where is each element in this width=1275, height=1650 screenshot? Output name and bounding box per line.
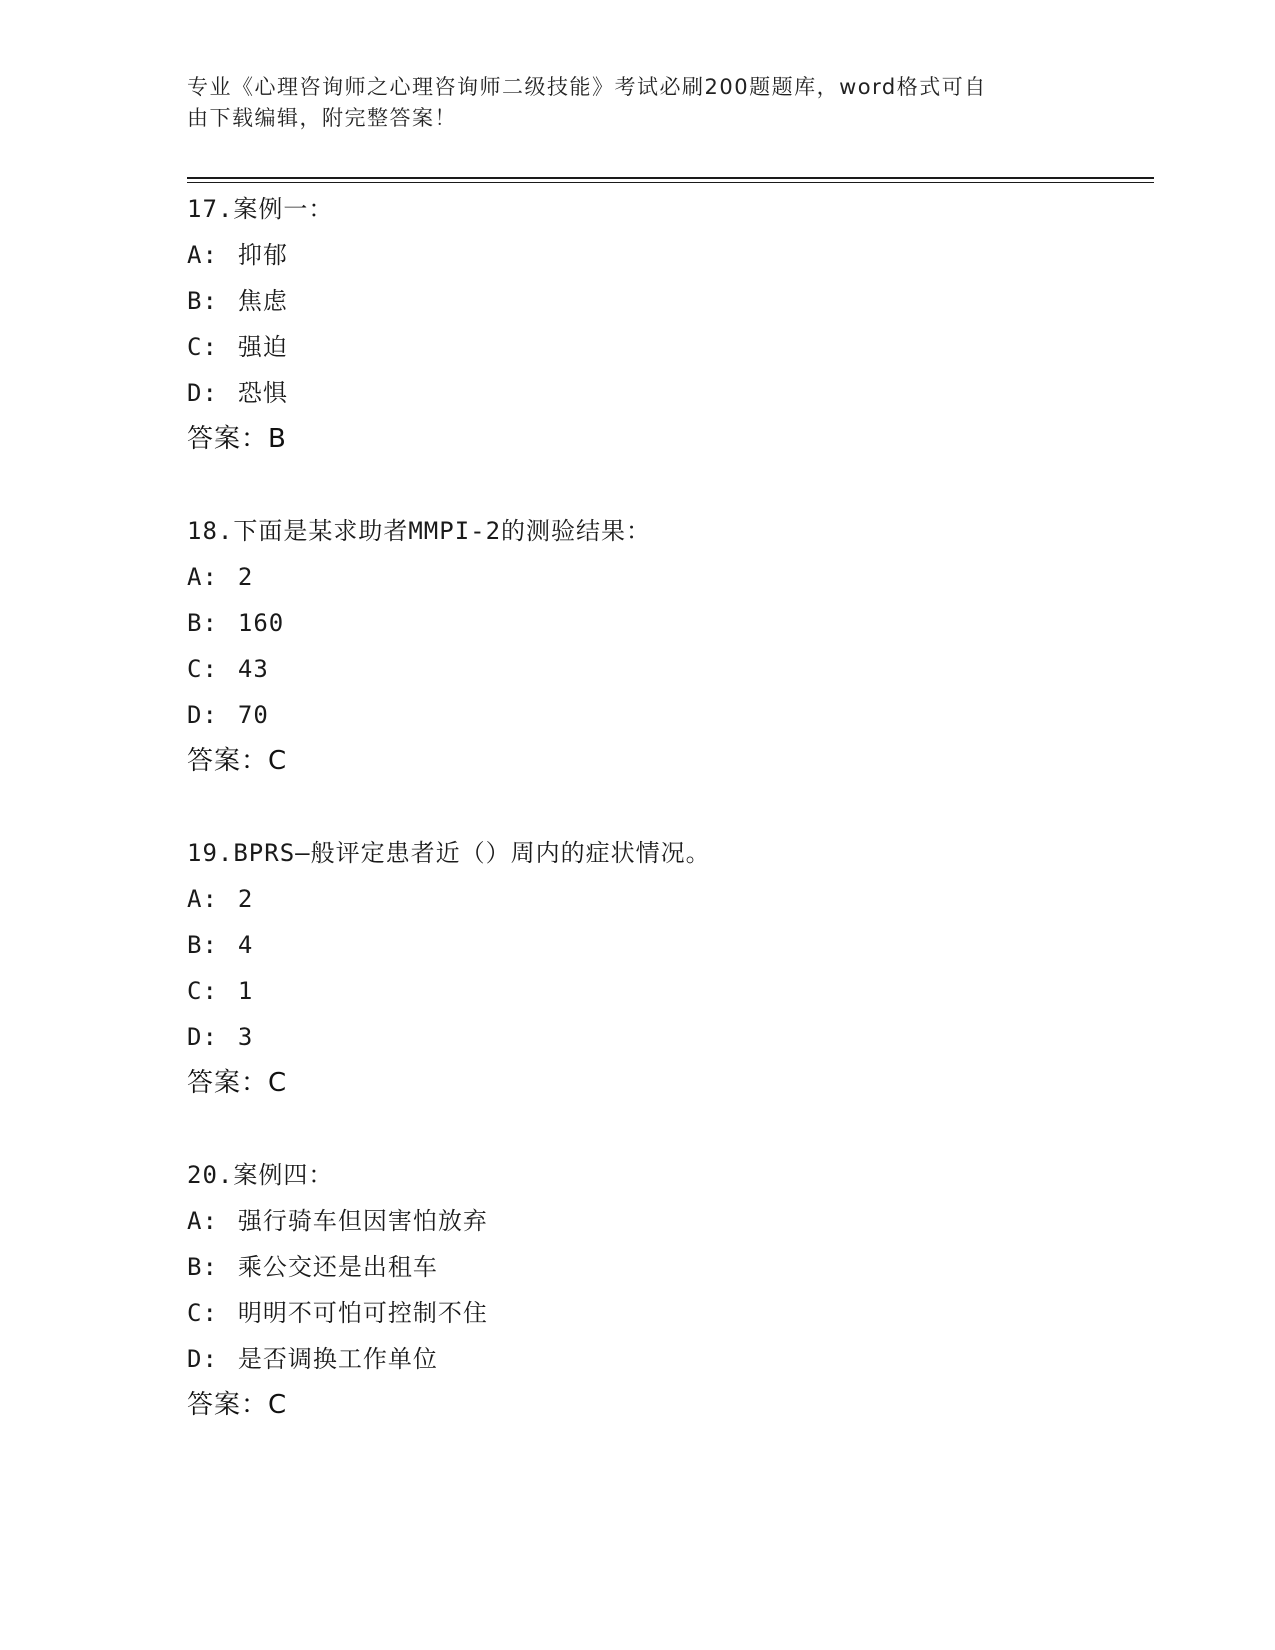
option-letter: C: (187, 1299, 218, 1327)
question-stem: 19.BPRS—般评定患者近（）周内的症状情况。 (187, 839, 711, 867)
question-block (187, 186, 1137, 462)
option-d (187, 1014, 1137, 1060)
option-text: 强行骑车但因害怕放弃 (237, 1207, 488, 1235)
option-c (187, 1290, 1137, 1336)
option-text: 是否调换工作单位 (237, 1345, 438, 1373)
option-letter: A: (187, 1207, 218, 1235)
header-divider-thin (187, 182, 1154, 183)
option-letter: B: (187, 609, 218, 637)
document-header (187, 72, 1067, 134)
option-text: 160 (237, 609, 285, 637)
option-letter: C: (187, 333, 218, 361)
option-d (187, 692, 1137, 738)
option-text: 乘公交还是出租车 (237, 1253, 438, 1281)
option-c (187, 968, 1137, 1014)
option-text: 3 (237, 1023, 254, 1051)
option-text: 1 (237, 977, 254, 1005)
option-text: 70 (237, 701, 269, 729)
option-letter: D: (187, 1023, 218, 1051)
question-stem: 17.案例一： (187, 195, 334, 223)
option-d (187, 370, 1137, 416)
option-letter: D: (187, 701, 218, 729)
option-letter: D: (187, 1345, 218, 1373)
question-stem: 20.案例四： (187, 1161, 334, 1189)
option-letter: B: (187, 287, 218, 315)
header-line-2: 由下载编辑，附完整答案！ (187, 106, 457, 130)
option-letter: C: (187, 977, 218, 1005)
option-letter: A: (187, 885, 218, 913)
question-block (187, 1152, 1137, 1428)
option-a (187, 554, 1137, 600)
question-block (187, 830, 1137, 1106)
option-text: 抑郁 (237, 241, 288, 269)
option-text: 4 (237, 931, 254, 959)
option-d (187, 1336, 1137, 1382)
answer-label: 答案：B (187, 424, 287, 454)
option-a (187, 1198, 1137, 1244)
option-a (187, 232, 1137, 278)
option-letter: B: (187, 931, 218, 959)
option-c (187, 324, 1137, 370)
answer-label: 答案：C (187, 1068, 288, 1098)
option-c (187, 646, 1137, 692)
question-stem: 18.下面是某求助者MMPI-2的测验结果： (187, 517, 652, 545)
option-a (187, 876, 1137, 922)
option-text: 明明不可怕可控制不住 (237, 1299, 488, 1327)
option-b (187, 278, 1137, 324)
option-letter: B: (187, 1253, 218, 1281)
answer-label: 答案：C (187, 1390, 288, 1420)
option-letter: A: (187, 241, 218, 269)
question-block (187, 508, 1137, 784)
option-text: 2 (237, 885, 254, 913)
option-letter: D: (187, 379, 218, 407)
header-divider-thick (187, 177, 1154, 179)
header-line-1: 专业《心理咨询师之心理咨询师二级技能》考试必刷200题题库，word格式可自 (187, 75, 987, 99)
option-text: 强迫 (237, 333, 288, 361)
answer-label: 答案：C (187, 746, 288, 776)
option-text: 2 (237, 563, 254, 591)
option-b (187, 600, 1137, 646)
option-text: 焦虑 (237, 287, 288, 315)
option-letter: A: (187, 563, 218, 591)
option-b (187, 1244, 1137, 1290)
option-b (187, 922, 1137, 968)
option-letter: C: (187, 655, 218, 683)
option-text: 恐惧 (237, 379, 288, 407)
option-text: 43 (237, 655, 269, 683)
